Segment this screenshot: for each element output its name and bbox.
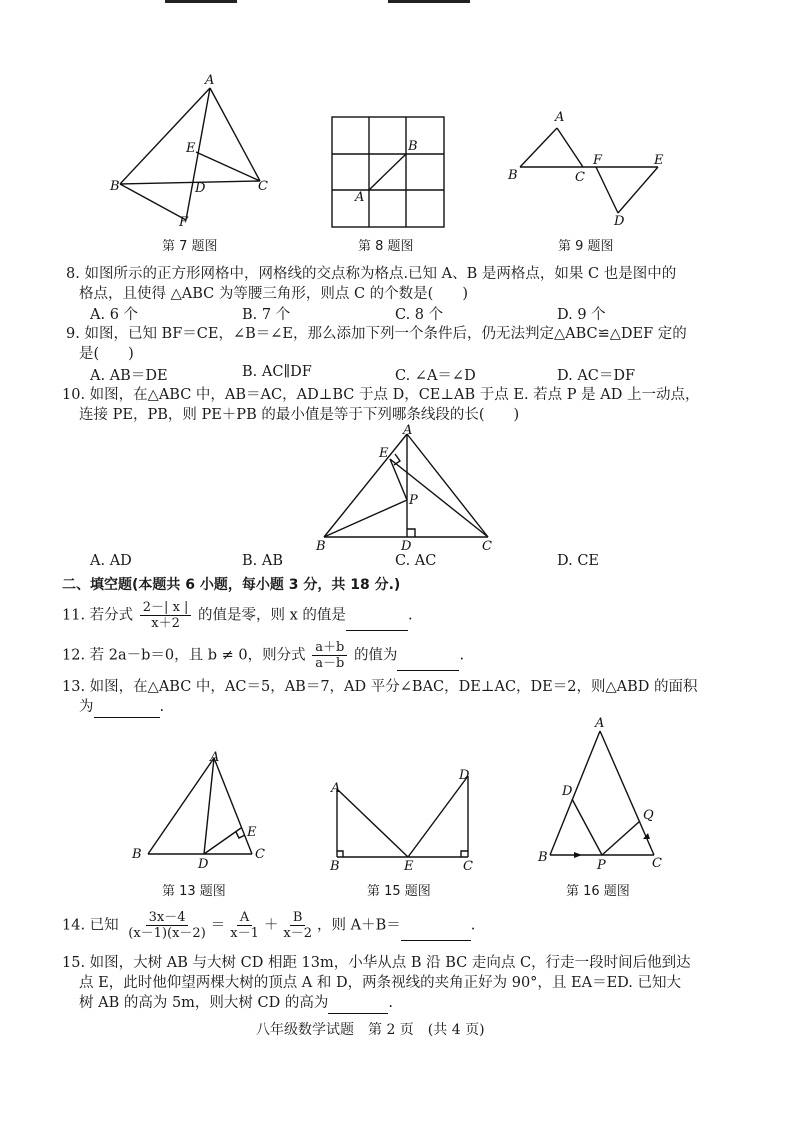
q12-den: a－b (315, 656, 345, 671)
q13-line2 (79, 697, 164, 718)
fig7-label-E: E (186, 141, 196, 156)
fig7-label-D: D (195, 181, 206, 196)
fig15-caption: 第 15 题图 (367, 884, 431, 899)
fig16-label-P: P (597, 858, 606, 873)
q14-num1: 3x－4 (146, 910, 189, 926)
q8-option-a: A. 6 个 (90, 307, 139, 323)
fig10-label-P: P (409, 493, 418, 508)
q8-option-d: D. 9 个 (557, 307, 606, 323)
q14-pre: 14. 已知 (62, 917, 119, 934)
q14-den3: x－2 (283, 926, 312, 941)
fig9-caption: 第 9 题图 (558, 239, 614, 254)
q14-fraction-3 (280, 910, 315, 941)
fig7-label-F: F (179, 215, 189, 230)
q14-den1: (x－1)(x－2) (128, 926, 206, 941)
fig13-label-D: D (198, 857, 209, 872)
fig15-label-D: D (459, 768, 470, 783)
q11-fraction (140, 600, 192, 631)
figure-13 (128, 746, 278, 876)
fig16-caption: 第 16 题图 (566, 884, 630, 899)
fig16-label-A: A (595, 716, 605, 731)
q14-num2: A (237, 910, 252, 926)
figure-7 (108, 72, 278, 232)
fig7-label-C: C (258, 179, 268, 194)
q11-answer-blank[interactable] (346, 612, 408, 631)
q11 (62, 600, 413, 631)
fig13-label-B: B (132, 847, 142, 862)
q10-line2: 连接 PE，PB，则 PE＋PB 的最小值是等于下列哪条线段的长( ) (79, 407, 520, 423)
fig15-label-A: A (331, 781, 341, 796)
q9-option-c: C. ∠A＝∠D (395, 368, 476, 384)
fig15-label-C: C (463, 859, 473, 874)
q8-line2: 格点，且使得 △ABC 为等腰三角形，则点 C 的个数是( ) (79, 286, 468, 302)
fig10-label-B: B (316, 539, 326, 554)
q11-pre: 11. 若分式 (62, 607, 134, 624)
q14-answer-blank[interactable] (401, 920, 471, 941)
q12-answer-blank[interactable] (397, 652, 459, 671)
top-edge-mark (165, 0, 237, 3)
q14-den2: x－1 (230, 926, 259, 941)
q13-end: . (159, 699, 165, 715)
q15-line1: 15. 如图，大树 AB 与大树 CD 相距 13m，小华从点 B 沿 BC 走向点 C，行走一段时间后他到达 (62, 955, 691, 971)
q15-line2: 点 E，此时他仰望两棵大树的顶点 A 和 D，两条视线的夹角正好为 90°，且 EA＝ED. 已知大 (79, 975, 682, 991)
q14 (62, 910, 475, 941)
fig8-label-B: B (408, 139, 418, 154)
q14-fraction-1 (125, 910, 209, 941)
q10-option-b: B. AB (242, 553, 284, 569)
q12-fraction (312, 640, 347, 671)
fig16-label-D: D (562, 784, 573, 799)
q11-end: . (407, 607, 413, 624)
q15-end: . (388, 995, 393, 1011)
fig16-label-Q: Q (643, 808, 654, 823)
q14-eq: ＝ (210, 917, 226, 934)
fig10-label-C: C (482, 539, 492, 554)
fig7-label-B: B (110, 179, 120, 194)
figure-16 (530, 713, 670, 873)
fig10-label-A: A (403, 423, 413, 438)
q14-plus: ＋ (263, 917, 279, 934)
q10-line1: 10. 如图，在△ABC 中，AB＝AC，AD⊥BC 于点 D，CE⊥AB 于点 E. 若点 P 是 AD 上一动点， (62, 387, 700, 403)
top-edge-mark (388, 0, 470, 3)
q14-post: ，则 A＋B＝ (317, 917, 401, 934)
fig9-label-E: E (654, 153, 664, 168)
q11-num: 2－| x | (140, 600, 192, 616)
q13-line1: 13. 如图，在△ABC 中，AC＝5，AB＝7，AD 平分∠BAC，DE⊥AC，DE＝2，则△ABD 的面积 (62, 679, 698, 695)
q14-end: . (470, 917, 476, 934)
q10-option-c: C. AC (395, 553, 437, 569)
fig8-caption: 第 8 题图 (358, 239, 414, 254)
q14-fraction-2 (227, 910, 262, 941)
fig10-label-D: D (401, 539, 412, 554)
q15-line3-text: 树 AB 的高为 5m，则大树 CD 的高为 (79, 995, 329, 1011)
fig13-label-A: A (210, 750, 220, 765)
q12-num: a＋b (312, 640, 347, 656)
q12-pre: 12. 若 2a－b＝0，且 b ≠ 0，则分式 (62, 647, 306, 664)
q9-line1: 9. 如图，已知 BF＝CE，∠B＝∠E，那么添加下列一个条件后，仍无法判定△ABC≌△DEF 定的 (66, 326, 687, 342)
fig7-label-A: A (205, 73, 215, 88)
q9-option-b: B. AC∥DF (242, 364, 312, 380)
q10-option-d: D. CE (557, 553, 600, 569)
fig9-label-C: C (575, 170, 585, 185)
fig15-label-E: E (404, 859, 414, 874)
q11-post: 的值是零，则 x 的值是 (198, 607, 346, 624)
fig10-label-E: E (379, 446, 389, 461)
q10-option-a: A. AD (90, 553, 132, 569)
q9-option-a: A. AB＝DE (90, 368, 168, 384)
q15-answer-blank[interactable] (328, 996, 388, 1014)
fig16-label-C: C (652, 856, 662, 871)
q9-line2: 是( ) (79, 346, 134, 362)
fig9-label-B: B (508, 168, 518, 183)
q12-post: 的值为 (353, 647, 398, 664)
fig16-label-B: B (538, 850, 548, 865)
figure-8 (320, 110, 450, 235)
section-2-heading: 二、填空题(本题共 6 小题，每小题 3 分，共 18 分.) (62, 577, 401, 593)
page-footer: 八年级数学试题 第 2 页 (共 4 页) (256, 1022, 485, 1038)
fig9-label-A: A (555, 110, 565, 125)
figure-15 (320, 762, 490, 874)
q12-end: . (459, 647, 465, 664)
q13-answer-blank[interactable] (94, 700, 160, 718)
fig15-label-B: B (330, 859, 340, 874)
q14-num3: B (290, 910, 306, 926)
q11-den: x＋2 (151, 616, 180, 631)
fig9-label-F: F (593, 153, 603, 168)
q8-option-b: B. 7 个 (242, 307, 291, 323)
fig13-label-C: C (255, 847, 265, 862)
q13-line2-text: 为 (79, 699, 94, 715)
q8-line1: 8. 如图所示的正方形网格中，网格线的交点称为格点.已知 A、B 是两格点，如果 C 也是图中的 (66, 266, 677, 282)
fig7-caption: 第 7 题图 (162, 239, 218, 254)
q8-option-c: C. 8 个 (395, 307, 444, 323)
q12 (62, 640, 464, 671)
figure-10 (312, 422, 502, 554)
fig13-caption: 第 13 题图 (162, 884, 226, 899)
q15-line3 (79, 993, 393, 1014)
figure-9 (500, 105, 680, 230)
fig13-label-E: E (247, 825, 257, 840)
q9-option-d: D. AC＝DF (557, 368, 636, 384)
fig8-label-A: A (355, 190, 365, 205)
fig9-label-D: D (614, 214, 625, 229)
